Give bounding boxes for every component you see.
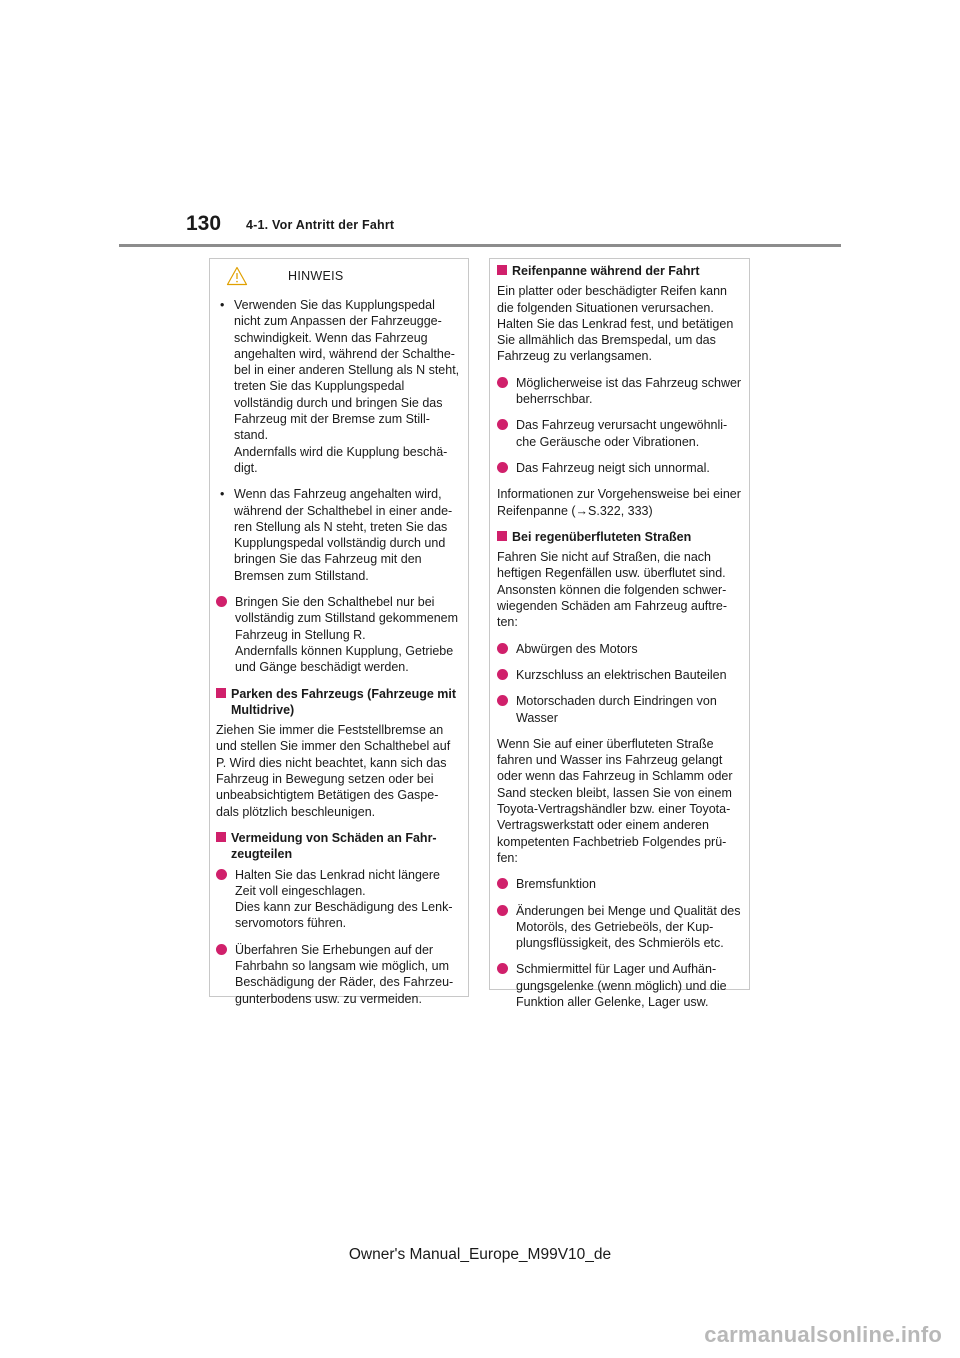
bullet-marker: • <box>220 487 225 502</box>
bullet-dot-icon <box>216 944 227 955</box>
bullet-text: Wenn das Fahrzeug angehalten wird, während der Schalthebel in einer ande-ren Stellung als N steht, treten Sie das Kupplungspedal vollständig durch und bringen Sie das Fahrzeug mit den Bremsen zum Stillstand. <box>234 487 453 583</box>
bullet-marker: • <box>220 298 225 312</box>
list-item <box>497 375 743 408</box>
list-item-text: Kurzschluss an elektrischen Bauteilen <box>516 667 727 682</box>
notice-label: HINWEIS <box>288 269 344 283</box>
bullet-dot-icon <box>497 963 508 974</box>
list-item-text: Motorschaden durch Eindringen von Wasser <box>516 694 717 725</box>
list-item <box>497 641 743 657</box>
bullet-dot-icon <box>497 643 508 654</box>
bullet-dot-icon <box>216 596 227 607</box>
page-number: 130 <box>186 212 222 235</box>
list-item-text: Abwürgen des Motors <box>516 641 638 656</box>
header-divider <box>119 244 841 247</box>
bullet-dot-icon <box>497 669 508 680</box>
heading-square-icon <box>497 531 507 541</box>
list-item <box>216 594 461 675</box>
paragraph: Ein platter oder beschädigter Reifen kann die folgenden Situationen verursachen. Halten Sie das Lenkrad fest, und betätigen Sie allmählich das Bremspedal, um das Fahrzeug zu verlangsamen. <box>497 284 734 364</box>
subsection-heading <box>497 529 743 545</box>
paragraph: Informationen zur Vorgehensweise bei einer Reifenpanne (→S.322, 333) <box>497 487 741 518</box>
list-item-text: Halten Sie das Lenkrad nicht längere Zeit voll eingeschlagen. Dies kann zur Beschädigung des Lenk-servomotors führen. <box>235 867 453 931</box>
list-item <box>497 961 743 1010</box>
heading-square-icon <box>497 265 507 275</box>
list-item <box>497 417 743 450</box>
list-item <box>497 667 743 683</box>
warning-triangle-icon <box>226 266 248 286</box>
list-item-text: Überfahren Sie Erhebungen auf der Fahrbahn so langsam wie möglich, um Beschädigung der Räder, des Fahrzeu-gunterbodens usw. zu vermeiden. <box>235 942 454 1006</box>
bullet-dot-icon <box>497 377 508 388</box>
list-item <box>497 693 743 726</box>
list-item-text: Möglicherweise ist das Fahrzeug schwer beherrschbar. <box>516 375 742 407</box>
footer-manual-id: Owner's Manual_Europe_M99V10_de <box>348 1246 612 1263</box>
heading-text: Reifenpanne während der Fahrt <box>512 264 700 278</box>
list-item-text: Änderungen bei Menge und Qualität des Motoröls, des Getriebeöls, der Kup-plungsflüssigkeit, des Schmieröls etc. <box>516 903 741 951</box>
list-item <box>497 876 743 892</box>
heading-text: Parken des Fahrzeugs (Fahrzeuge mit Multidrive) <box>231 686 457 717</box>
notice-content <box>216 297 461 1007</box>
heading-text: Bei regenüberfluteten Straßen <box>512 529 692 544</box>
bullet-dot-icon <box>497 462 508 473</box>
list-item <box>216 867 461 932</box>
list-item-text: Das Fahrzeug verursacht ungewöhnli-che Geräusche oder Vibrationen. <box>516 418 728 449</box>
paragraph: Ziehen Sie immer die Feststellbremse an und stellen Sie immer den Schalthebel auf P. Wird dies nicht beachtet, kann sich das Fahrzeug in Bewegung setzen oder bei unbeabsichtigtem Betätigen des Gaspe-dals plötzlich beschleunigen. <box>216 723 451 819</box>
list-item <box>216 942 461 1007</box>
paragraph: Wenn Sie auf einer überfluteten Straße fahren und Wasser ins Fahrzeug gelangt oder wenn das Fahrzeug in Schlamm oder Sand stecken bleibt, lassen Sie von einem Toyota-Vertragshändler bzw. einer Toyota-Vertragswerkstatt oder einem anderen kompetenten Fachbetrieb Folgendes prü-fen: <box>497 736 733 865</box>
list-item-text: Bringen Sie den Schalthebel nur bei vollständig zum Stillstand gekommenem Fahrzeug in Stellung R. Andernfalls können Kupplung, Getriebe und Gänge beschädigt werden. <box>235 595 459 675</box>
watermark-logo: carmanualsonline.info <box>704 1322 942 1347</box>
notice-bullet-item <box>216 486 461 584</box>
list-item <box>497 903 743 952</box>
list-item-text: Das Fahrzeug neigt sich unnormal. <box>516 460 710 475</box>
notice-bullet-item <box>216 297 461 476</box>
subsection-heading <box>497 263 743 279</box>
heading-square-icon <box>216 832 226 842</box>
list-item <box>497 460 743 476</box>
bullet-dot-icon <box>216 869 227 880</box>
bullet-dot-icon <box>497 695 508 706</box>
section-title: 4-1. Vor Antritt der Fahrt <box>246 218 395 232</box>
heading-text: Vermeidung von Schäden an Fahr-zeugteilen <box>231 830 437 862</box>
notice-header <box>210 266 468 288</box>
paragraph: Fahren Sie nicht auf Straßen, die nach heftigen Regenfällen usw. überflutet sind. Ansonsten können die folgenden schwer-wiegenden Schäden am Fahrzeug auftre-ten: <box>497 550 728 630</box>
bullet-dot-icon <box>497 905 508 916</box>
info-content <box>497 263 743 1010</box>
notice-box <box>209 258 469 1006</box>
bullet-dot-icon <box>497 419 508 430</box>
subsection-heading <box>216 830 461 863</box>
list-item-text: Schmiermittel für Lager und Aufhän-gungsgelenke (wenn möglich) und die Funktion aller Gelenke, Lager usw. <box>516 962 727 1009</box>
bullet-dot-icon <box>497 878 508 889</box>
info-box <box>489 258 750 1009</box>
list-item-text: Bremsfunktion <box>516 877 596 892</box>
subsection-heading <box>216 686 461 719</box>
bullet-text: Verwenden Sie das Kupplungspedal nicht zum Anpassen der Fahrzeugge-schwindigkeit. Wenn das Fahrzeug angehalten wird, während der Schalthe-bel in einer anderen Stellung als N steht, treten Sie das Kupplungspedal vollständig durch und bringen Sie das Fahrzeug mit der Bremse zum Still-stand. Andernfalls wird die Kupplung beschä-digt. <box>234 298 460 475</box>
heading-square-icon <box>216 688 226 698</box>
